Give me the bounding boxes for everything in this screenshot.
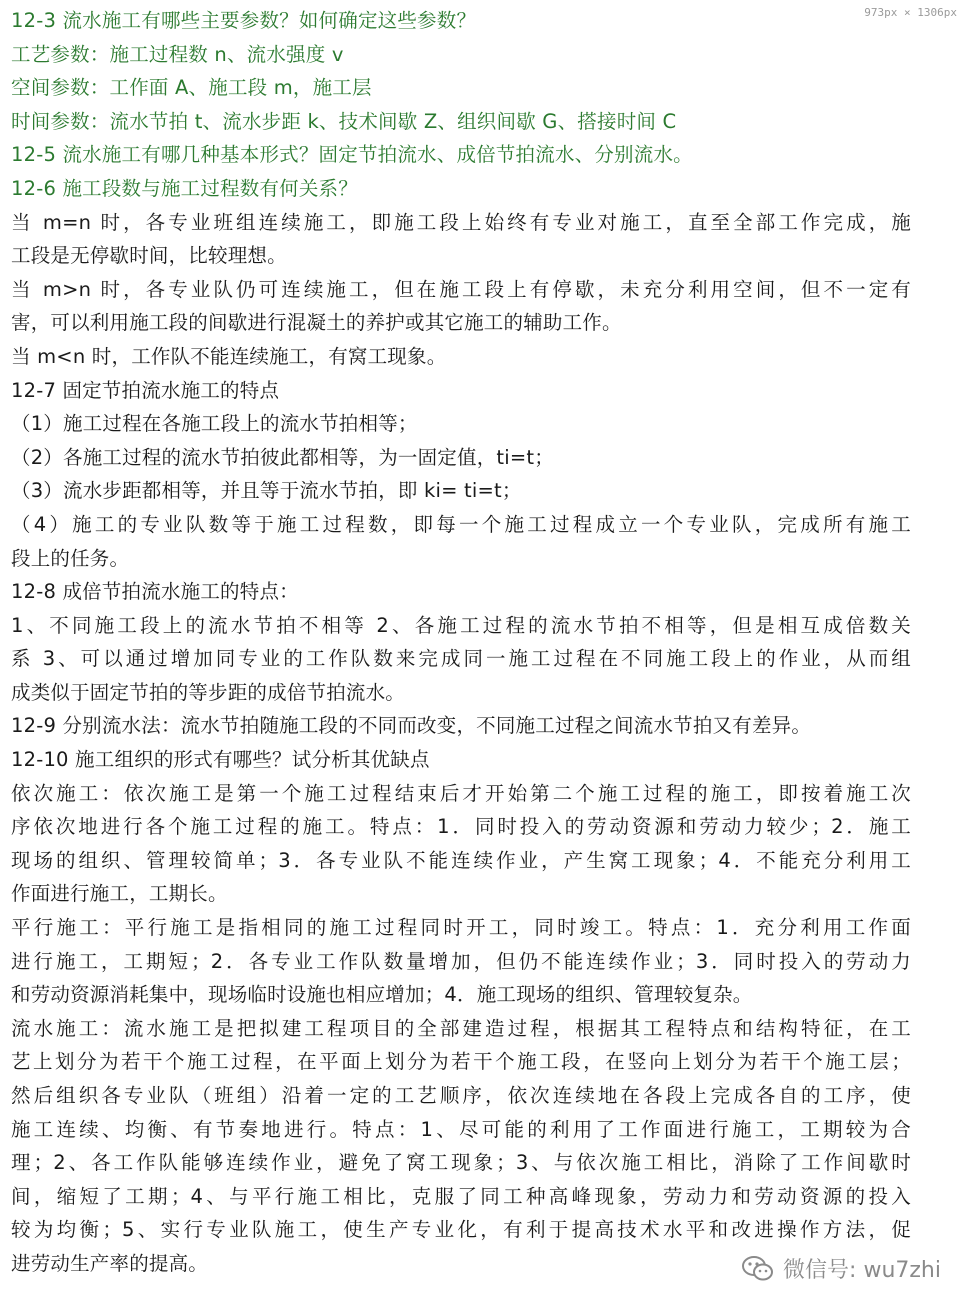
paragraph-p13-line-3: 现场的组织、管理较简单；3．各专业队不能连续作业，产生窝工现象；4．不能充分利用工 [11, 848, 911, 872]
paragraph-p10-line-3: 成类似于固定节拍的等步距的成倍节拍流水。 [11, 680, 406, 704]
paragraph-p13-line-4: 作面进行施工，工期长。 [11, 882, 228, 906]
paragraph-p15-line-4: 施工连续、均衡、有节奏地进行。特点：1、尽可能的利用了工作面进行施工，工期较为合 [11, 1117, 911, 1141]
paragraph-p2-line-2: 害，可以利用施工段的间歇进行混凝土的养护或其它施工的辅助工作。 [11, 311, 622, 335]
paragraph-p10-line-2: 系 3、可以通过增加同专业的工作队数来完成同一施工过程在不同施工段上的作业，从而组 [11, 647, 911, 671]
heading-12-6: 12-6 施工段数与施工过程数有何关系？ [11, 176, 358, 200]
paragraph-p13-line-1: 依次施工：依次施工是第一个施工过程结束后才开始第二个施工过程的施工，即按着施工次 [11, 781, 911, 805]
watermark [741, 1253, 941, 1284]
paragraph-p11-line-1: 12-9 分别流水法：流水节拍随施工段的不同而改变，不同施工过程之间流水节拍又有差异。 [11, 714, 812, 738]
wechat-icon [741, 1254, 775, 1284]
paragraph-p4-line-1: 12-7 固定节拍流水施工的特点 [11, 378, 280, 402]
paragraph-p8-line-1: （4）施工的专业队数等于施工过程数，即每一个施工过程成立一个专业队，完成所有施工 [11, 512, 911, 536]
paragraph-p6-line-1: （2）各施工过程的流水节拍彼此都相等，为一固定值，ti=t； [11, 445, 554, 469]
heading-12-3: 12-3 流水施工有哪些主要参数？如何确定这些参数？ [11, 9, 477, 32]
paragraph-p7-line-1: （3）流水步距都相等，并且等于流水节拍，即 ki= ti=t； [11, 479, 522, 503]
paragraph-container [11, 206, 911, 1281]
paragraph-p14-line-1: 平行施工：平行施工是指相同的施工过程同时开工，同时竣工。特点：1．充分利用工作面 [11, 916, 911, 940]
paragraph-p15-line-5: 理；2、各工作队能够连续作业，避免了窝工现象；3、与依次施工相比，消除了工作间歇时 [11, 1151, 911, 1175]
watermark-label: 微信号: wu7zhi [783, 1258, 941, 1283]
paragraph-p15-line-6: 间，缩短了工期；4、与平行施工相比，克服了同工种高峰现象，劳动力和劳动资源的投入 [11, 1184, 911, 1208]
text-time-params: 时间参数：流水节拍 t、流水步距 k、技术间歇 Z、组织间歇 G、搭接时间 C [11, 109, 677, 133]
paragraph-p1-line-2: 工段是无停歇时间，比较理想。 [11, 244, 287, 268]
paragraph-p15-line-3: 然后组织各专业队（班组）沿着一定的工艺顺序，依次连续地在各段上完成各自的工序，使 [11, 1084, 911, 1107]
paragraph-p2-line-1: 当 m>n 时，各专业队仍可连续施工，但在施工段上有停歇，未充分利用空间，但不一定有 [11, 277, 911, 301]
paragraph-p12-line-1: 12-10 施工组织的形式有哪些？试分析其优缺点 [11, 748, 430, 772]
document-body [11, 4, 911, 1281]
paragraph-p9-line-1: 12-8 成倍节拍流水施工的特点： [11, 580, 299, 604]
paragraph-p14-line-3: 和劳动资源消耗集中，现场临时设施也相应增加；4．施工现场的组织、管理较复杂。 [11, 983, 753, 1007]
text-space-params: 空间参数：工作面 A、施工段 m，施工层 [11, 76, 372, 100]
paragraph-p10-line-1: 1、不同施工段上的流水节拍不相等 2、各施工过程的流水节拍不相等，但是相互成倍数关 [11, 613, 911, 637]
paragraph-p15-line-8: 进劳动生产率的提高。 [11, 1251, 209, 1275]
paragraph-p3-line-1: 当 m<n 时，工作队不能连续施工，有窝工现象。 [11, 344, 447, 368]
paragraph-p15-line-7: 较为均衡；5、实行专业队施工，使生产专业化，有利于提高技术水平和改进操作方法，促 [11, 1218, 911, 1242]
paragraph-p13-line-2: 序依次地进行各个施工过程的施工。特点：1．同时投入的劳动资源和劳动力较少；2．施工 [11, 815, 911, 839]
paragraph-p8-line-2: 段上的任务。 [11, 546, 130, 570]
paragraph-p14-line-2: 进行施工，工期短；2．各专业工作队数量增加，但仍不能连续作业；3．同时投入的劳动力 [11, 949, 911, 973]
heading-12-5: 12-5 流水施工有哪几种基本形式？固定节拍流水、成倍节拍流水、分别流水。 [11, 143, 693, 167]
paragraph-p15-line-2: 艺上划分为若干个施工过程，在平面上划分为若干个施工段，在竖向上划分为若干个施工层； [11, 1050, 911, 1074]
paragraph-p15-line-1: 流水施工：流水施工是把拟建工程项目的全部建造过程，根据其工程特点和结构特征，在工 [11, 1016, 911, 1040]
paragraph-p1-line-1: 当 m=n 时，各专业班组连续施工，即施工段上始终有专业对施工，直至全部工作完成，施 [11, 210, 911, 234]
image-size-label: 973px × 1306px [864, 6, 957, 19]
text-process-params: 工艺参数：施工过程数 n、流水强度 v [11, 42, 344, 66]
paragraph-p5-line-1: （1）施工过程在各施工段上的流水节拍相等； [11, 412, 418, 436]
